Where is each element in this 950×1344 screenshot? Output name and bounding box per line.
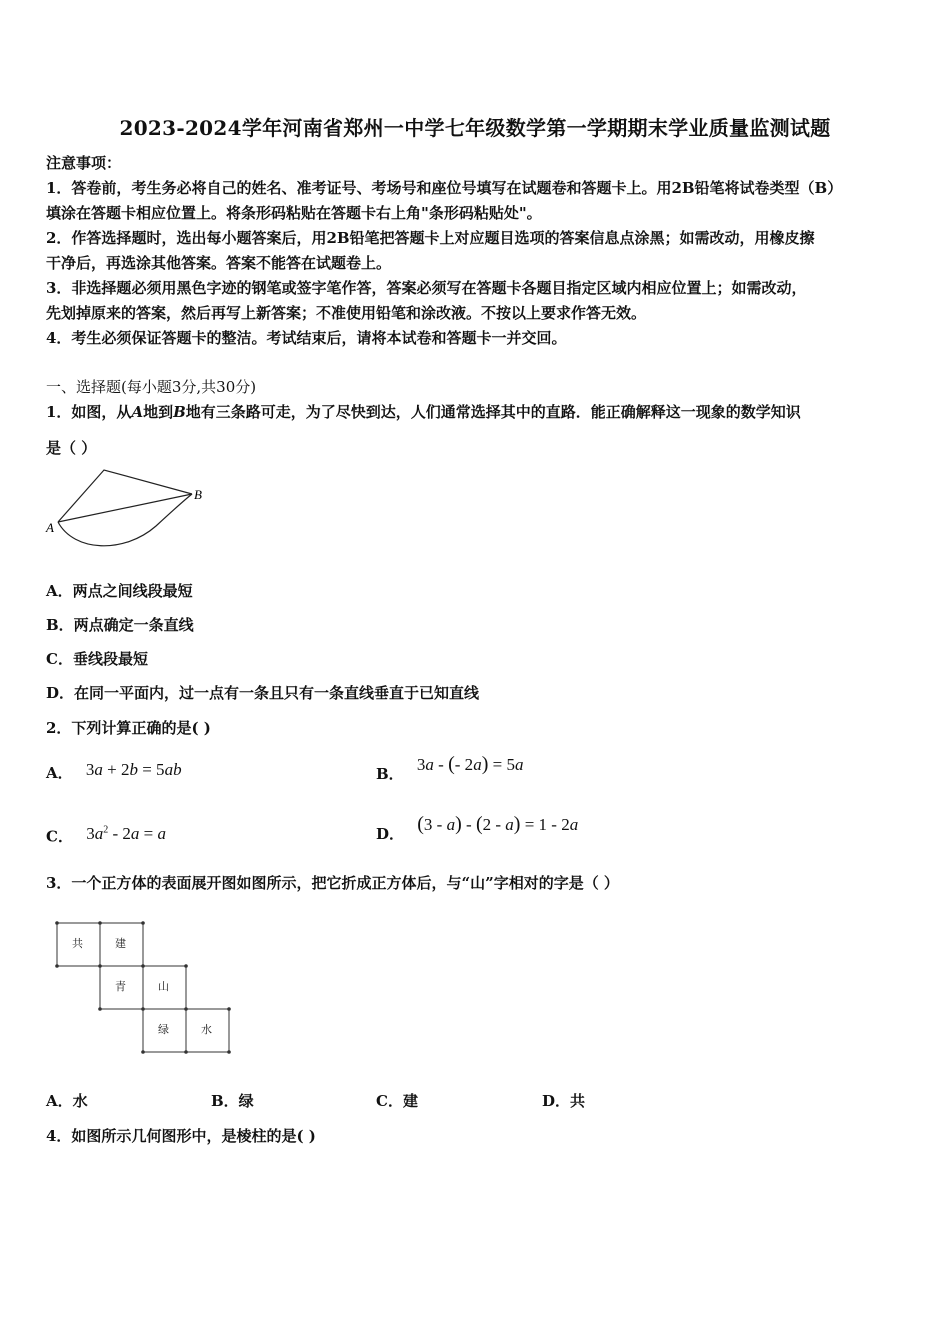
q2-option-a-formula: 3a + 2b = 5ab: [85, 760, 182, 779]
net-label-5: 绿: [158, 1023, 169, 1036]
q1-option-c: C．垂线段最短: [46, 650, 148, 668]
q2-option-c-formula: $3a^2 - 2a = a$: [86, 823, 166, 843]
notice-line-5: 3．非选择题必须用黑色字迹的钢笔或签字笔作答，答案必须写在答题卡各题目指定区域内相应位置上；如需改动，: [46, 279, 807, 297]
q1-path-straight: [58, 494, 192, 522]
notice-line-2: 填涂在答题卡相应位置上。将条形码粘贴在答题卡右上角"条形码粘贴处"。: [46, 204, 542, 222]
q3-cube-net: [50, 918, 235, 1056]
q1-stem-line1: 1．如图，从A地到B地有三条路可走，为了尽快到达，人们通常选择其中的直路．能正确解释这一现象的数学知识: [46, 403, 801, 421]
q3-option-b: B．绿: [211, 1092, 254, 1110]
q2-option-d-label: D．: [376, 825, 405, 843]
q1-label-b: B: [194, 487, 202, 502]
q1-stem-line2: 是（ ）: [46, 439, 97, 457]
q1-path-upper: [58, 470, 192, 522]
q2-option-b: [376, 753, 524, 784]
page-title: 2023-2024学年河南省郑州一中学七年级数学第一学期期末学业质量监测试题: [119, 116, 831, 140]
notice-line-7: 4．考生必须保证答题卡的整洁。考试结束后，请将本试卷和答题卡一并交回。: [46, 329, 567, 347]
q4-stem: 4．如图所示几何图形中，是棱柱的是( ): [46, 1127, 316, 1145]
notice-line-6: 先划掉原来的答案，然后再写上新答案；不准使用铅笔和涂改液。不按以上要求作答无效。: [46, 304, 647, 322]
section-heading: 一、选择题(每小题3分,共30分): [46, 378, 257, 396]
q3-stem: 3．一个正方体的表面展开图如图所示，把它折成正方体后，与“山”字相对的字是（ ）: [46, 874, 619, 892]
notice-line-4: 干净后，再选涂其他答案。答案不能答在试题卷上。: [46, 254, 392, 272]
net-label-2: 建: [115, 937, 126, 950]
q2-option-d-formula: (3 - a) - (2 - a) = 1 - 2a: [417, 813, 579, 835]
net-label-3: 青: [115, 980, 126, 993]
q2-option-b-formula: 3a - (- 2a) = 5a: [416, 753, 524, 775]
notice-line-1: 1．答卷前，考生务必将自己的姓名、准考证号、考场号和座位号填写在试题卷和答题卡上。用2B铅笔将试卷类型（B）: [46, 179, 843, 197]
q1-option-a: A．两点之间线段最短: [46, 582, 193, 600]
net-label-4: 山: [158, 980, 169, 993]
q1-path-lower: [58, 494, 192, 546]
q2-option-b-label: B．: [376, 765, 404, 783]
q3-option-d: D．共: [542, 1092, 586, 1110]
notice-line-3: 2．作答选择题时，选出每小题答案后，用2B铅笔把答题卡上对应题目选项的答案信息点涂黑；如需改动，用橡皮擦: [46, 229, 815, 247]
notice-heading: 注意事项：: [46, 154, 122, 172]
q2-option-c-label: C．: [46, 827, 73, 846]
net-label-1: 共: [72, 937, 83, 950]
q1-option-d: D．在同一平面内，过一点有一条且只有一条直线垂直于已知直线: [46, 684, 480, 702]
q3-option-a: A．水: [46, 1092, 88, 1110]
q1-label-a: A: [46, 520, 54, 535]
q2-option-a: [46, 760, 182, 783]
q2-option-c: [46, 823, 166, 847]
q1-figure: [44, 464, 214, 554]
q2-stem: 2．下列计算正确的是( ): [46, 719, 211, 737]
net-label-6: 水: [201, 1023, 212, 1036]
q3-option-c: C．建: [376, 1092, 418, 1110]
q2-option-d: [376, 813, 579, 844]
q2-option-a-label: A．: [46, 764, 73, 782]
q1-option-b: B．两点确定一条直线: [46, 616, 194, 634]
